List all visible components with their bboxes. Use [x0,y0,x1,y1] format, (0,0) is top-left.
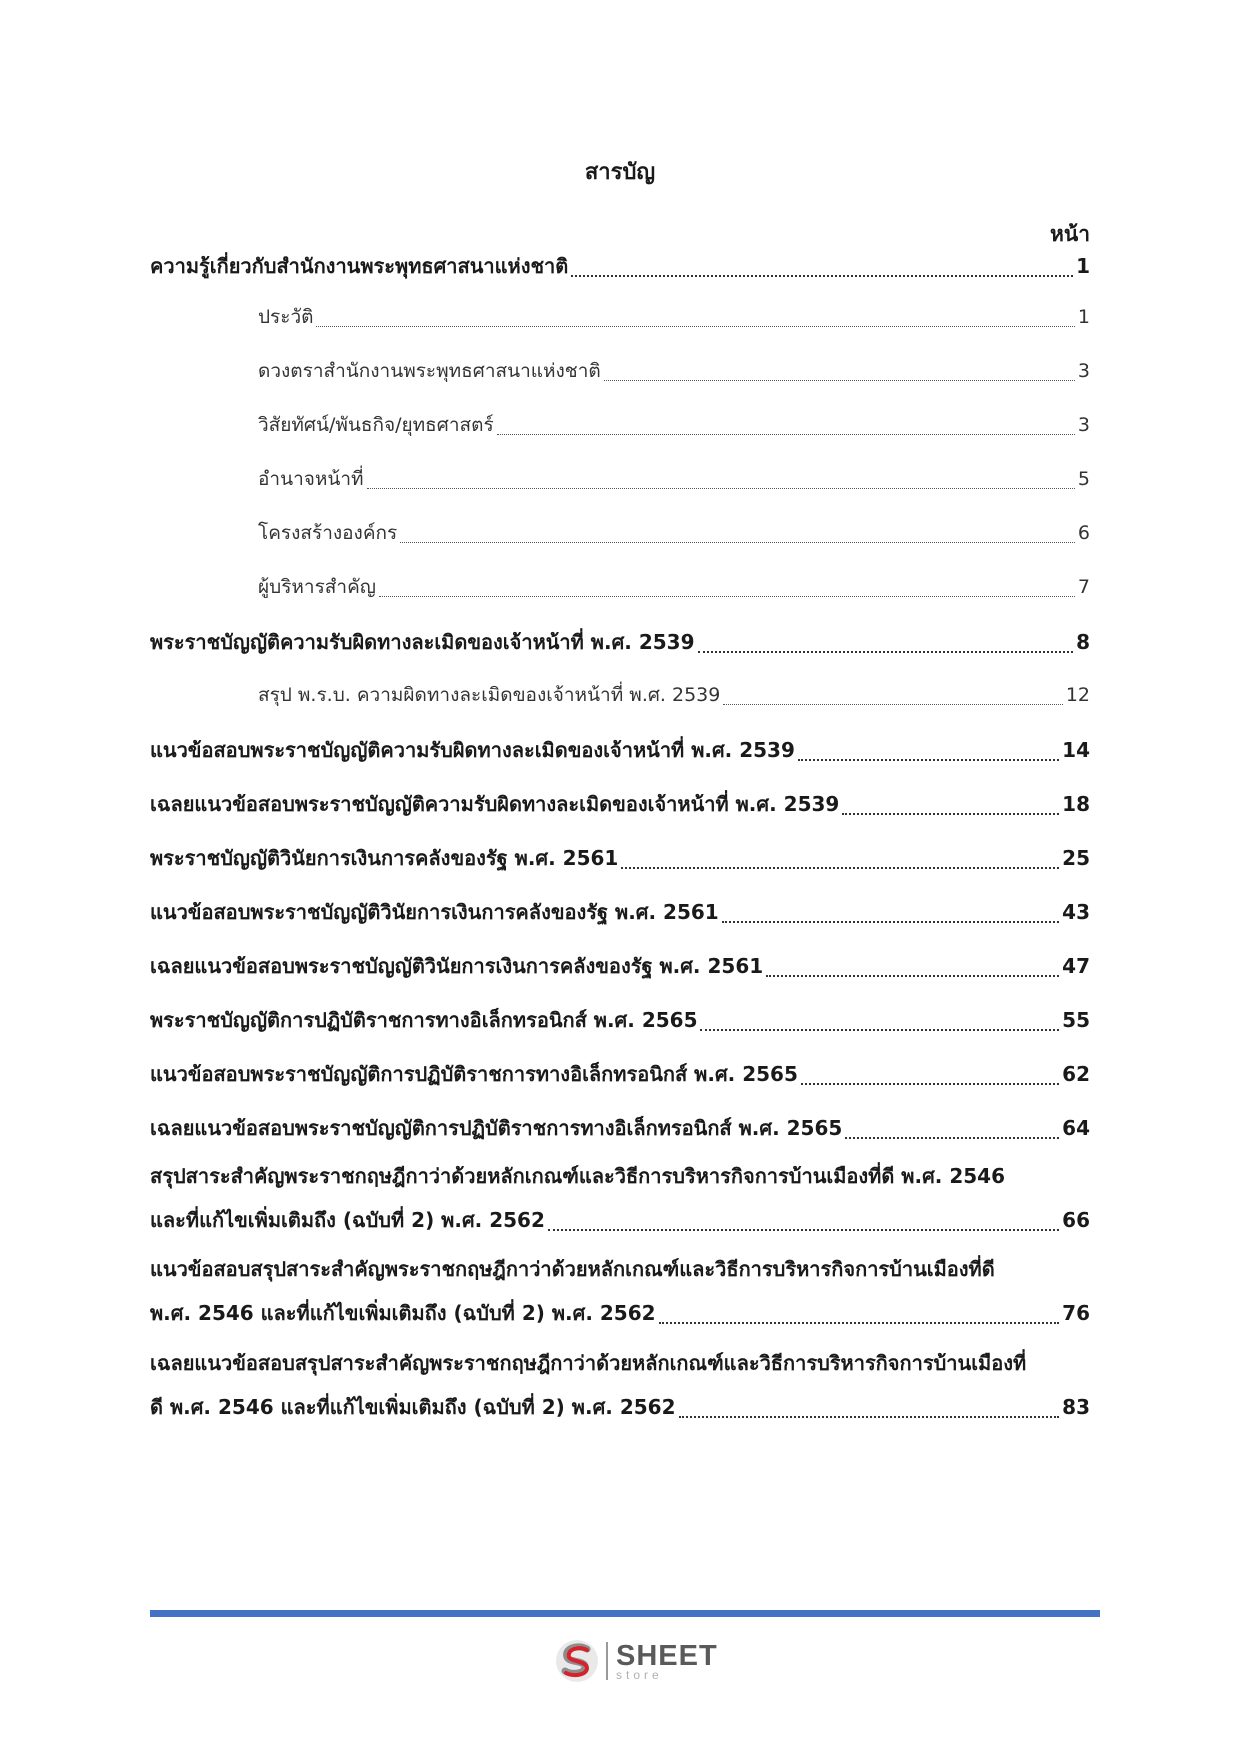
toc-entry-page: 5 [1077,468,1090,490]
toc-entry-title: แนวข้อสอบพระราชบัญญัติการปฏิบัติราชการทางอิเล็กทรอนิกส์ พ.ศ. 2565 [150,1062,798,1086]
toc-entry [258,410,1090,440]
dot-leader [379,596,1075,597]
toc-entry-title: พระราชบัญญัติการปฏิบัติราชการทางอิเล็กทรอนิกส์ พ.ศ. 2565 [150,1008,698,1032]
toc-entry-title: พระราชบัญญัติวินัยการเงินการคลังของรัฐ พ.ศ. 2561 [150,846,619,870]
toc-entry-page: 62 [1062,1062,1090,1086]
dot-leader [700,1029,1059,1031]
toc-entry-page: 8 [1076,630,1090,654]
dot-leader [571,275,1073,277]
toc-entry [258,464,1090,494]
logo-wordmark: SHEET [616,1639,718,1672]
toc-entry-title: ผู้บริหารสำคัญ [258,576,376,598]
dot-leader [316,326,1074,327]
toc-entry-page: 55 [1062,1008,1090,1032]
toc-entry-page: 7 [1077,576,1090,598]
toc-entry-page: 14 [1062,738,1090,762]
toc-entry [150,788,1090,820]
toc-entry [150,842,1090,874]
toc-entry [150,1351,1090,1423]
toc-entry-page: 64 [1062,1116,1090,1140]
toc-entry [150,734,1090,766]
toc-entry-title: และที่แก้ไขเพิ่มเติมถึง (ฉบับที่ 2) พ.ศ. 2562 [150,1208,545,1232]
dot-leader [722,921,1059,923]
toc-entry-title: พระราชบัญญัติความรับผิดทางละเมิดของเจ้าหน้าที่ พ.ศ. 2539 [150,630,695,654]
dot-leader [766,975,1059,977]
toc-entry-title: ความรู้เกี่ยวกับสำนักงานพระพุทธศาสนาแห่งชาติ [150,254,569,278]
toc-entry-title-line: เฉลยแนวข้อสอบสรุปสาระสำคัญพระราชกฤษฎีกาว่าด้วยหลักเกณฑ์และวิธีการบริหารกิจการบ้านเมืองที่ [150,1351,1027,1375]
toc-entry-page: 43 [1062,900,1090,924]
dot-leader [621,867,1059,869]
toc-entry-title: เฉลยแนวข้อสอบพระราชบัญญัติการปฏิบัติราชการทางอิเล็กทรอนิกส์ พ.ศ. 2565 [150,1116,843,1140]
toc-entry-title: สรุป พ.ร.บ. ความผิดทางละเมิดของเจ้าหน้าที่ พ.ศ. 2539 [258,684,721,706]
dot-leader [604,380,1075,381]
toc-entry [150,1164,1090,1236]
toc-entry-title: วิสัยทัศน์/พันธกิจ/ยุทธศาสตร์ [258,414,494,436]
toc-entry-page: 76 [1062,1301,1090,1325]
dot-leader [548,1229,1059,1231]
logo-subtext: store [616,1667,663,1682]
sheet-store-logo [554,1636,718,1686]
page-column-header: หน้า [1050,222,1090,246]
toc-entry [258,572,1090,602]
toc-entry-page: 83 [1062,1395,1090,1419]
toc-entry-title: ดี พ.ศ. 2546 และที่แก้ไขเพิ่มเติมถึง (ฉบับที่ 2) พ.ศ. 2562 [150,1395,676,1419]
toc-entry-title: อำนาจหน้าที่ [258,468,364,490]
dot-leader [679,1416,1060,1418]
toc-entry-title-line: สรุปสาระสำคัญพระราชกฤษฎีกาว่าด้วยหลักเกณฑ์และวิธีการบริหารกิจการบ้านเมืองที่ดี พ.ศ. 2546 [150,1164,1005,1188]
toc-entry [258,518,1090,548]
toc-entry-title-line: แนวข้อสอบสรุปสาระสำคัญพระราชกฤษฎีกาว่าด้วยหลักเกณฑ์และวิธีการบริหารกิจการบ้านเมืองที่ดี [150,1257,995,1281]
dot-leader [723,704,1062,705]
toc-entry [150,950,1090,982]
dot-leader [400,542,1075,543]
toc-entry-title: เฉลยแนวข้อสอบพระราชบัญญัติความรับผิดทางละเมิดของเจ้าหน้าที่ พ.ศ. 2539 [150,792,840,816]
toc-entry-page: 25 [1062,846,1090,870]
toc-entry [150,1112,1090,1144]
toc-entry-page: 1 [1077,306,1090,328]
toc-entry-page: 1 [1076,254,1090,278]
dot-leader [367,488,1075,489]
toc-entry [258,302,1090,332]
toc-entry [150,250,1090,282]
toc-entry-page: 18 [1062,792,1090,816]
toc-entry [150,1058,1090,1090]
logo-separator [606,1642,608,1680]
dot-leader [845,1137,1059,1139]
toc-entry [258,680,1090,710]
toc-entry [150,896,1090,928]
page-title: สารบัญ [584,160,656,185]
toc-entry-page: 66 [1062,1208,1090,1232]
toc-entry-page: 3 [1077,414,1090,436]
toc-entry-page: 12 [1065,684,1090,706]
toc-entry-title: โครงสร้างองค์กร [258,522,398,544]
dot-leader [698,651,1074,653]
toc-entry-title: ประวัติ [258,306,314,328]
toc-entry-page: 47 [1062,954,1090,978]
toc-entry-title: ดวงตราสำนักงานพระพุทธศาสนาแห่งชาติ [258,360,601,382]
dot-leader [798,759,1059,761]
toc-entry [150,1257,1090,1329]
toc-entry-title: แนวข้อสอบพระราชบัญญัติวินัยการเงินการคลังของรัฐ พ.ศ. 2561 [150,900,719,924]
toc-entry [258,356,1090,386]
toc-entry-page: 6 [1077,522,1090,544]
toc-entry [150,1004,1090,1036]
dot-leader [801,1083,1059,1085]
footer-rule [150,1610,1100,1617]
toc-entry-title: พ.ศ. 2546 และที่แก้ไขเพิ่มเติมถึง (ฉบับที่ 2) พ.ศ. 2562 [150,1301,656,1325]
dot-leader [497,434,1075,435]
toc-entry-page: 3 [1077,360,1090,382]
dot-leader [659,1322,1060,1324]
toc-entry [150,626,1090,658]
dot-leader [842,813,1059,815]
logo-s-icon [554,1638,600,1684]
toc-entry-title: เฉลยแนวข้อสอบพระราชบัญญัติวินัยการเงินการคลังของรัฐ พ.ศ. 2561 [150,954,764,978]
toc-entry-title: แนวข้อสอบพระราชบัญญัติความรับผิดทางละเมิดของเจ้าหน้าที่ พ.ศ. 2539 [150,738,795,762]
